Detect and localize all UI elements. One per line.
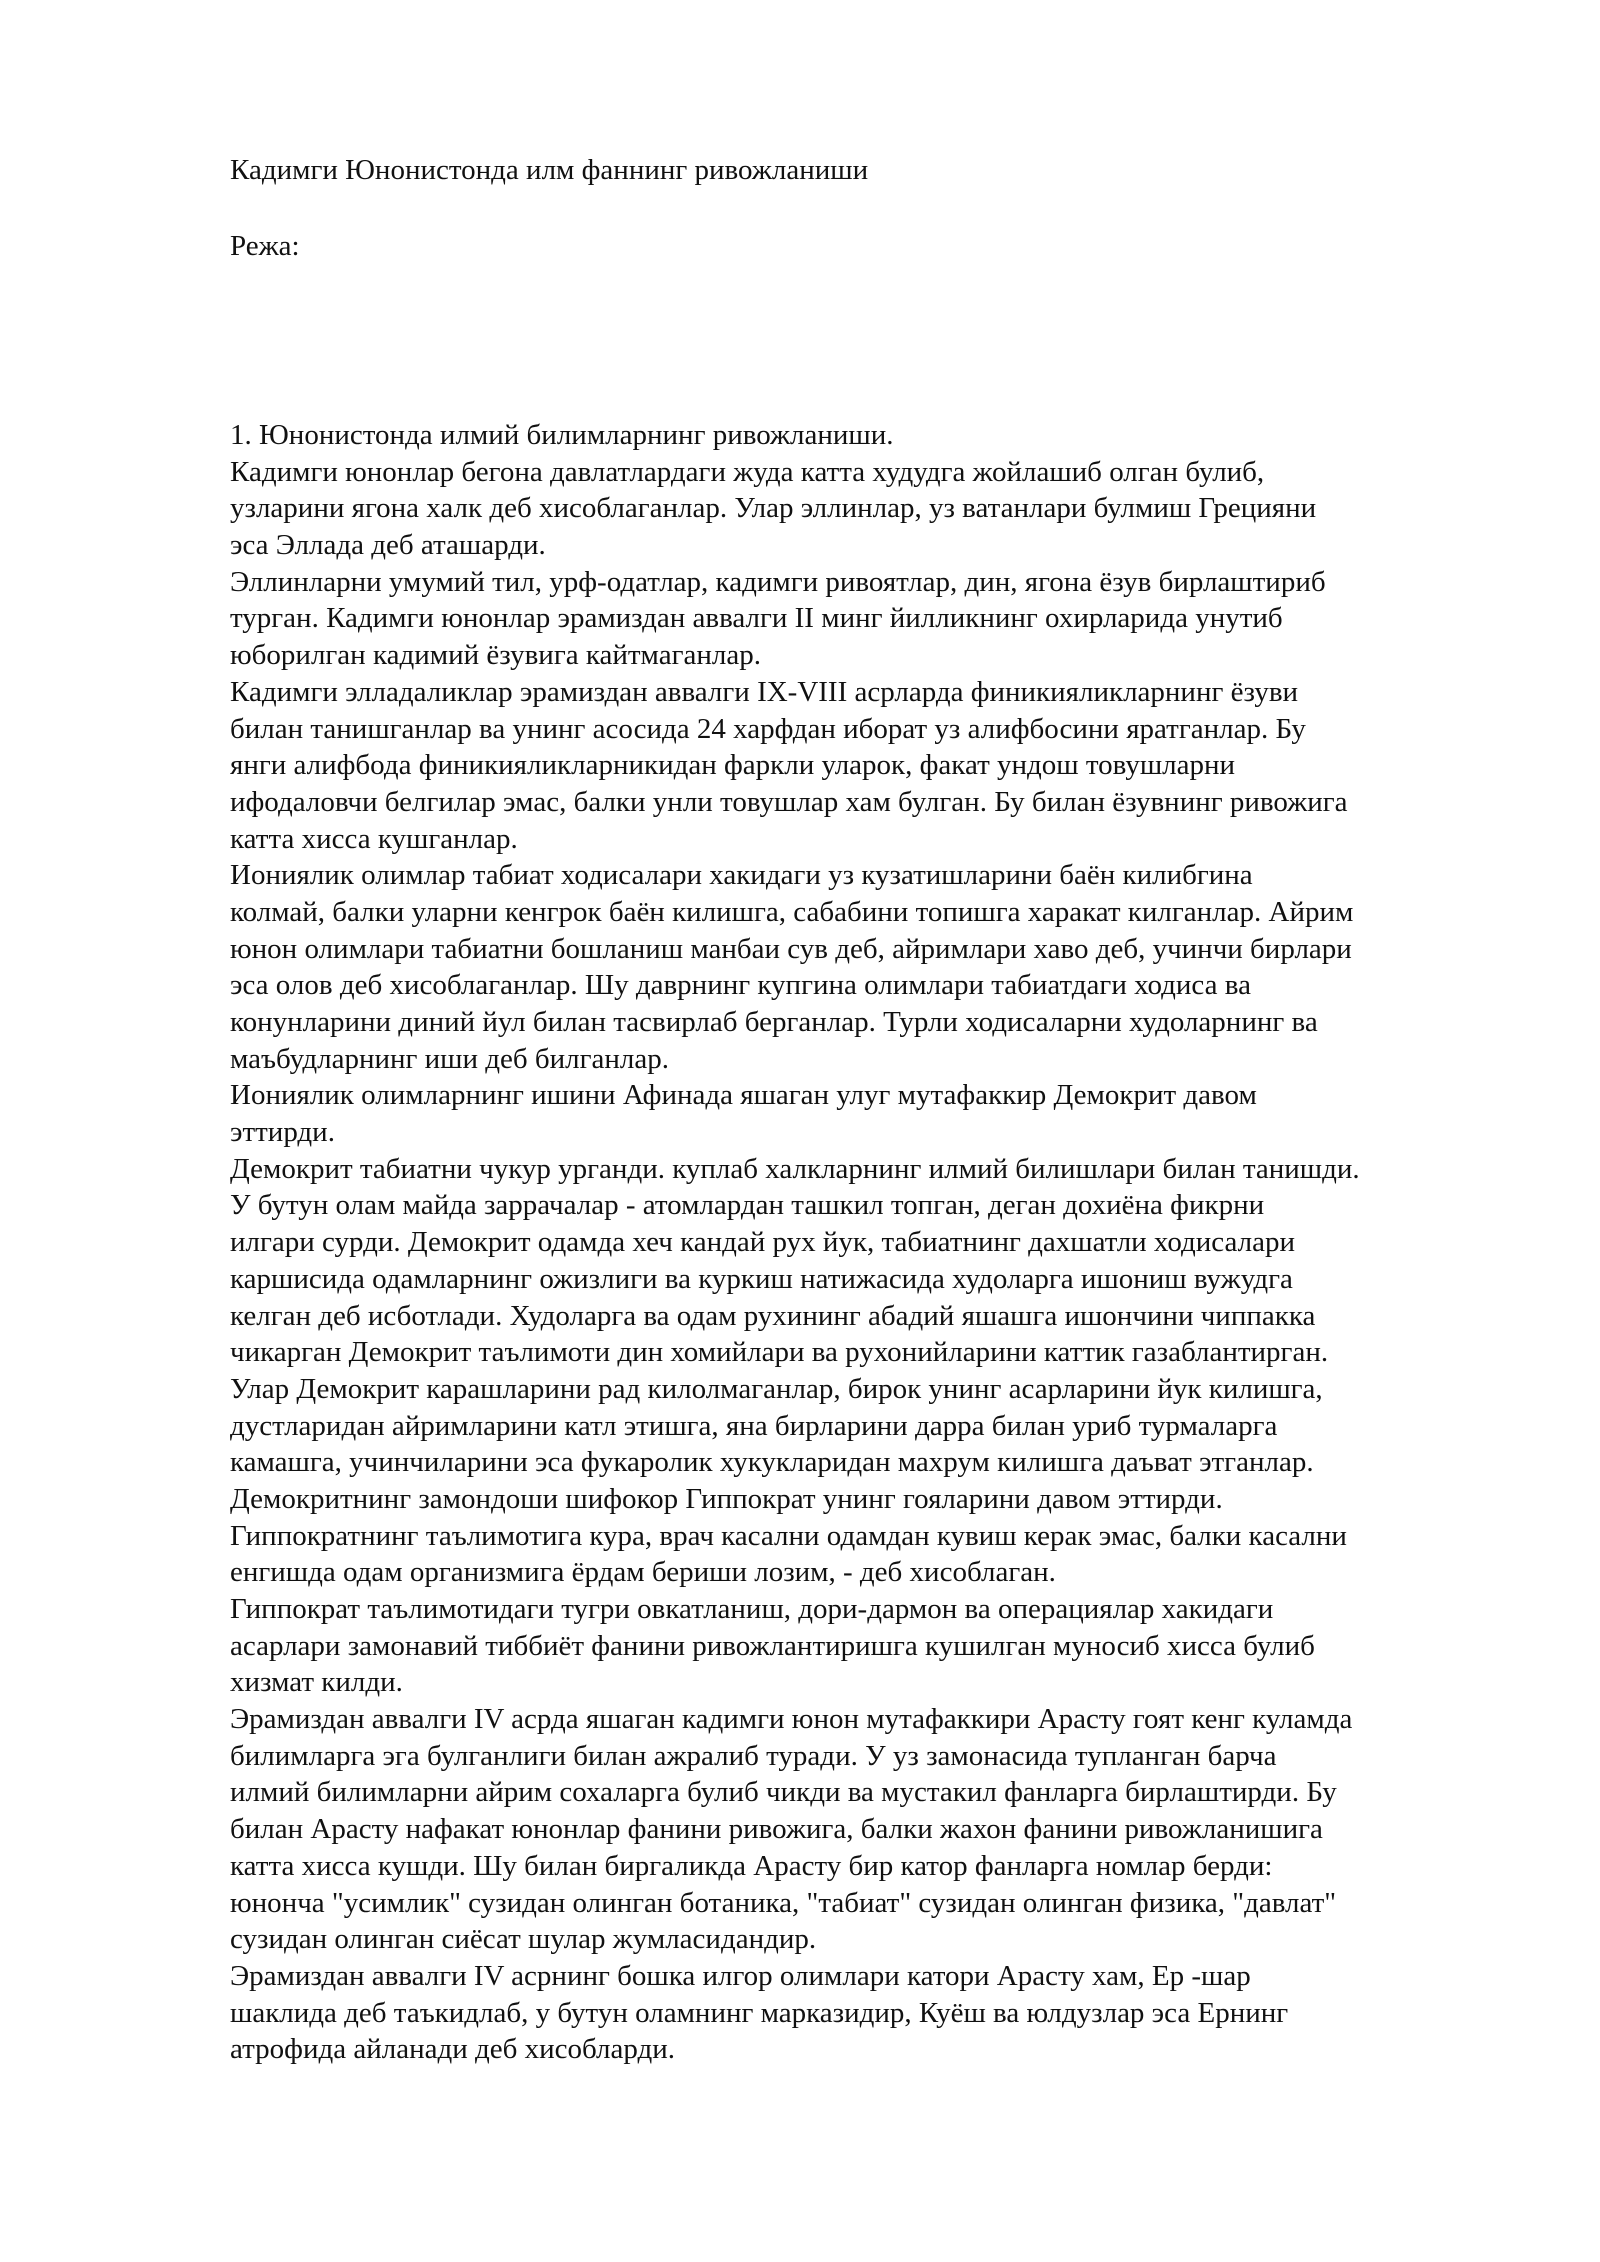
text-line: билимларга эга булганлиги билан ажралиб туради. У уз замонасида тупланган барча bbox=[230, 1739, 1277, 1772]
text-line: билан Арасту нафакат юнонлар фанини ривожига, балки жахон фанини ривожланишига bbox=[230, 1813, 1323, 1846]
text-line: Гиппократ таълимотидаги тугри овкатланиш, дори-дармон ва операциялар хакидаги bbox=[230, 1593, 1274, 1625]
text-line: юнонча "усимлик" сузидан олинган ботаника, "табиат" сузидан олинган физика, "давлат" bbox=[230, 1886, 1337, 1919]
text-line: илмий билимларни айрим сохаларга булиб чикди ва мустакил фанларга бирлаштирди. Бу bbox=[230, 1776, 1337, 1809]
text-line: юборилган кадимий ёзувига кайтмаганлар. bbox=[230, 639, 761, 672]
text-line: ифодаловчи белгилар эмас, балки унли товушлар хам булган. Бу билан ёзувнинг ривожига bbox=[230, 785, 1348, 818]
text-line: келган деб исботлади. Худоларга ва одам рухининг абадий яшашга ишончини чиппакка bbox=[230, 1299, 1316, 1332]
text-line: У бутун олам майда заррачалар - атомлардан ташкил топган, деган дохиёна фикрни bbox=[230, 1189, 1265, 1222]
body-text bbox=[230, 417, 1530, 2068]
text-line: чикарган Демокрит таълимоти дин хомийлари ва рухонийларини каттик газаблантирган. bbox=[230, 1336, 1329, 1369]
text-line: юнон олимлари табиатни бошланиш манбаи сув деб, айримлари хаво деб, учинчи бирлари bbox=[230, 932, 1352, 965]
text-line: каршисида одамларнинг ожизлиги ва куркиш натижасида худоларга ишониш вужудга bbox=[230, 1262, 1293, 1295]
text-line: асарлари замонавий тиббиёт фанини ривожлантиришга кушилган муносиб хисса булиб bbox=[230, 1629, 1315, 1662]
text-line: Кадимги юнонлар бегона давлатлардаги жуда катта худудга жойлашиб олган булиб, bbox=[230, 455, 1265, 488]
text-line: эттирди. bbox=[230, 1116, 335, 1149]
text-line: конунларини диний йул билан тасвирлаб берганлар. Турли ходисаларни худоларнинг ва bbox=[230, 1006, 1318, 1038]
text-line: Эрамиздан аввалги IV асрнинг бошка илгор олимлари катори Арасту хам, Ер -шар bbox=[230, 1959, 1251, 1992]
text-line: Иониялик олимлар табиат ходисалари хакидаги уз кузатишларини баён килибгина bbox=[230, 859, 1253, 892]
text-line: билан танишганлар ва унинг асосида 24 харфдан иборат уз алифбосини яратганлар. Бу bbox=[230, 712, 1306, 745]
text-line: Демокритнинг замондоши шифокор Гиппократ унинг гояларини давом эттирди. bbox=[230, 1482, 1223, 1515]
text-line: эса Эллада деб аташарди. bbox=[230, 529, 546, 562]
text-line: Кадимги элладаликлар эрамиздан аввалги IX-VIII асрларда финикияликларнинг ёзуви bbox=[230, 675, 1299, 708]
document-title: Кадимги Юнонистонда илм фаннинг ривожланиши bbox=[230, 154, 869, 186]
text-line: турган. Кадимги юнонлар эрамиздан аввалги II минг йилликнинг охирларида унутиб bbox=[230, 602, 1283, 635]
text-line: эса олов деб хисоблаганлар. Шу даврнинг купгина олимлари табиатдаги ходиса ва bbox=[230, 969, 1251, 1002]
text-line: Гиппократнинг таълимотига кура, врач касални одамдан кувиш керак эмас, балки касални bbox=[230, 1519, 1347, 1552]
text-line: енгишда одам организмига ёрдам бериши лозим, - деб хисоблаган. bbox=[230, 1556, 1056, 1589]
text-line: дустларидан айримларини катл этишга, яна бирларини дарра билан уриб турмаларга bbox=[230, 1409, 1278, 1442]
text-line: 1. Юнонистонда илмий билимларнинг ривожланиши. bbox=[230, 419, 894, 451]
text-line: хизмат килди. bbox=[230, 1666, 403, 1699]
text-line: катта хисса кушганлар. bbox=[230, 822, 518, 855]
text-line: маъбудларнинг иши деб билганлар. bbox=[230, 1042, 670, 1075]
text-line: шаклида деб таъкидлаб, у бутун оламнинг марказидир, Куёш ва юлдузлар эса Ернинг bbox=[230, 1996, 1289, 2029]
text-line: сузидан олинган сиёсат шулар жумласидандир. bbox=[230, 1923, 817, 1956]
text-line: Эрамиздан аввалги IV асрда яшаган кадимги юнон мутафаккири Арасту гоят кенг куламда bbox=[230, 1703, 1353, 1736]
text-line: Эллинларни умумий тил, урф-одатлар, кадимги ривоятлар, дин, ягона ёзув бирлаштириб bbox=[230, 565, 1326, 598]
plan-heading: Режа: bbox=[230, 230, 300, 262]
text-line: Улар Демокрит карашларини рад килолмаганлар, бирок унинг асарларини йук килишга, bbox=[230, 1372, 1323, 1405]
text-line: колмай, балки уларни кенгрок баён килишга, сабабини топишга харакат килганлар. Айрим bbox=[230, 895, 1354, 928]
text-line: камашга, учинчиларини эса фукаролик хукукларидан махрум килишга даъват этганлар. bbox=[230, 1446, 1314, 1479]
text-line: Демокрит табиатни чукур урганди. куплаб халкларнинг илмий билишлари билан танишди. bbox=[230, 1152, 1360, 1185]
text-line: узларини ягона халк деб хисоблаганлар. Улар эллинлар, уз ватанлари булмиш Грецияни bbox=[230, 492, 1317, 525]
text-line: катта хисса кушди. Шу билан биргаликда Арасту бир катор фанларга номлар берди: bbox=[230, 1849, 1273, 1882]
text-line: илгари сурди. Демокрит одамда хеч кандай рух йук, табиатнинг дахшатли ходисалари bbox=[230, 1226, 1295, 1259]
text-line: Иониялик олимларнинг ишини Афинада яшаган улуг мутафаккир Демокрит давом bbox=[230, 1079, 1257, 1112]
text-line: янги алифбода финикияликларникидан фаркли уларок, факат ундош товушларни bbox=[230, 749, 1236, 782]
text-line: атрофида айланади деб хисобларди. bbox=[230, 2033, 676, 2066]
